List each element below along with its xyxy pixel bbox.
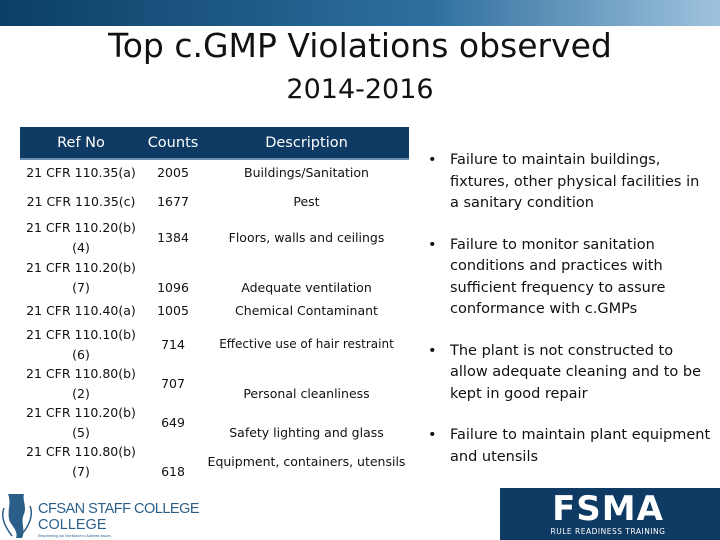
cell-ref: 21 CFR 110.35(c) xyxy=(26,193,136,209)
fsma-logo-subtitle: RULE READINESS TRAINING xyxy=(550,527,666,536)
svg-text:CFSAN STAFF COLLEGE: CFSAN STAFF COLLEGE xyxy=(38,501,200,517)
cell-count: 2005 xyxy=(157,165,189,181)
cell-desc: Safety lighting and glass xyxy=(229,424,384,440)
cell-count: 714 xyxy=(161,336,185,352)
slide-title: Top c.GMP Violations observed xyxy=(108,26,612,65)
cfsan-staff-college-logo xyxy=(0,488,200,540)
cell-count: 1384 xyxy=(157,229,189,245)
table-row xyxy=(20,297,409,325)
cell-ref: 21 CFR 110.35(a) xyxy=(26,165,136,181)
violations-table xyxy=(20,127,409,481)
cell-count: 1005 xyxy=(157,303,189,319)
cell-desc: Effective use of hair restraint xyxy=(219,336,394,351)
table-row xyxy=(20,325,409,364)
cell-count: 1096 xyxy=(157,279,189,295)
cell-ref: 21 CFR 110.20(b)(7) xyxy=(26,260,136,295)
bullet-item: • Failure to monitor sanitation conditions and practices with sufficient frequency to assure conformance with c.GMPs xyxy=(426,235,711,321)
cell-count: 649 xyxy=(161,414,185,430)
table-row xyxy=(20,159,409,186)
cell-ref: 21 CFR 110.20(b)(5) xyxy=(26,405,136,440)
header-ref-no: Ref No xyxy=(20,127,142,159)
bullet-item: • Failure to maintain plant equipment and utensils xyxy=(426,425,711,468)
table-header-row xyxy=(20,127,409,159)
cell-ref: 21 CFR 110.20(b)(4) xyxy=(26,220,136,255)
table-row xyxy=(20,364,409,403)
table-row xyxy=(20,217,409,258)
header-counts: Counts xyxy=(142,127,204,159)
fsma-logo: FSMA xyxy=(552,489,664,529)
slide-subtitle: 2014-2016 xyxy=(286,74,434,105)
cell-count: 1677 xyxy=(157,193,189,209)
bullet-list xyxy=(426,150,711,488)
cell-desc: Personal cleanliness xyxy=(243,385,370,401)
table-row xyxy=(20,186,409,217)
cell-ref: 21 CFR 110.10(b)(6) xyxy=(26,327,136,362)
top-accent-bar xyxy=(0,0,720,26)
bullet-item: • Failure to maintain buildings, fixtures, other physical facilities in a sanitary condition xyxy=(426,150,711,215)
cell-desc: Floors, walls and ceilings xyxy=(228,229,385,245)
bullet-item: • The plant is not constructed to allow adequate cleaning and to be kept in good repair xyxy=(426,341,711,406)
table-row xyxy=(20,403,409,442)
cell-desc: Adequate ventilation xyxy=(241,279,372,295)
table-row xyxy=(20,258,409,297)
svg-text:COLLEGE: COLLEGE xyxy=(38,517,107,533)
cell-desc: Buildings/Sanitation xyxy=(244,165,369,181)
header-description: Description xyxy=(204,127,409,159)
cell-desc: Equipment, containers, utensils xyxy=(207,453,406,469)
cell-ref: 21 CFR 110.80(b)(2) xyxy=(26,366,136,401)
cell-desc: Chemical Contaminant xyxy=(235,303,378,319)
cell-ref: 21 CFR 110.80(b)(7) xyxy=(26,444,136,479)
cell-count: 707 xyxy=(161,375,185,391)
table-row xyxy=(20,442,409,481)
cell-desc: Pest xyxy=(293,193,320,209)
cell-count: 618 xyxy=(161,463,185,479)
svg-text:Empowering our Workforce to Ad: Empowering our Workforce to Address Issues xyxy=(38,534,111,538)
cell-ref: 21 CFR 110.40(a) xyxy=(26,303,136,319)
